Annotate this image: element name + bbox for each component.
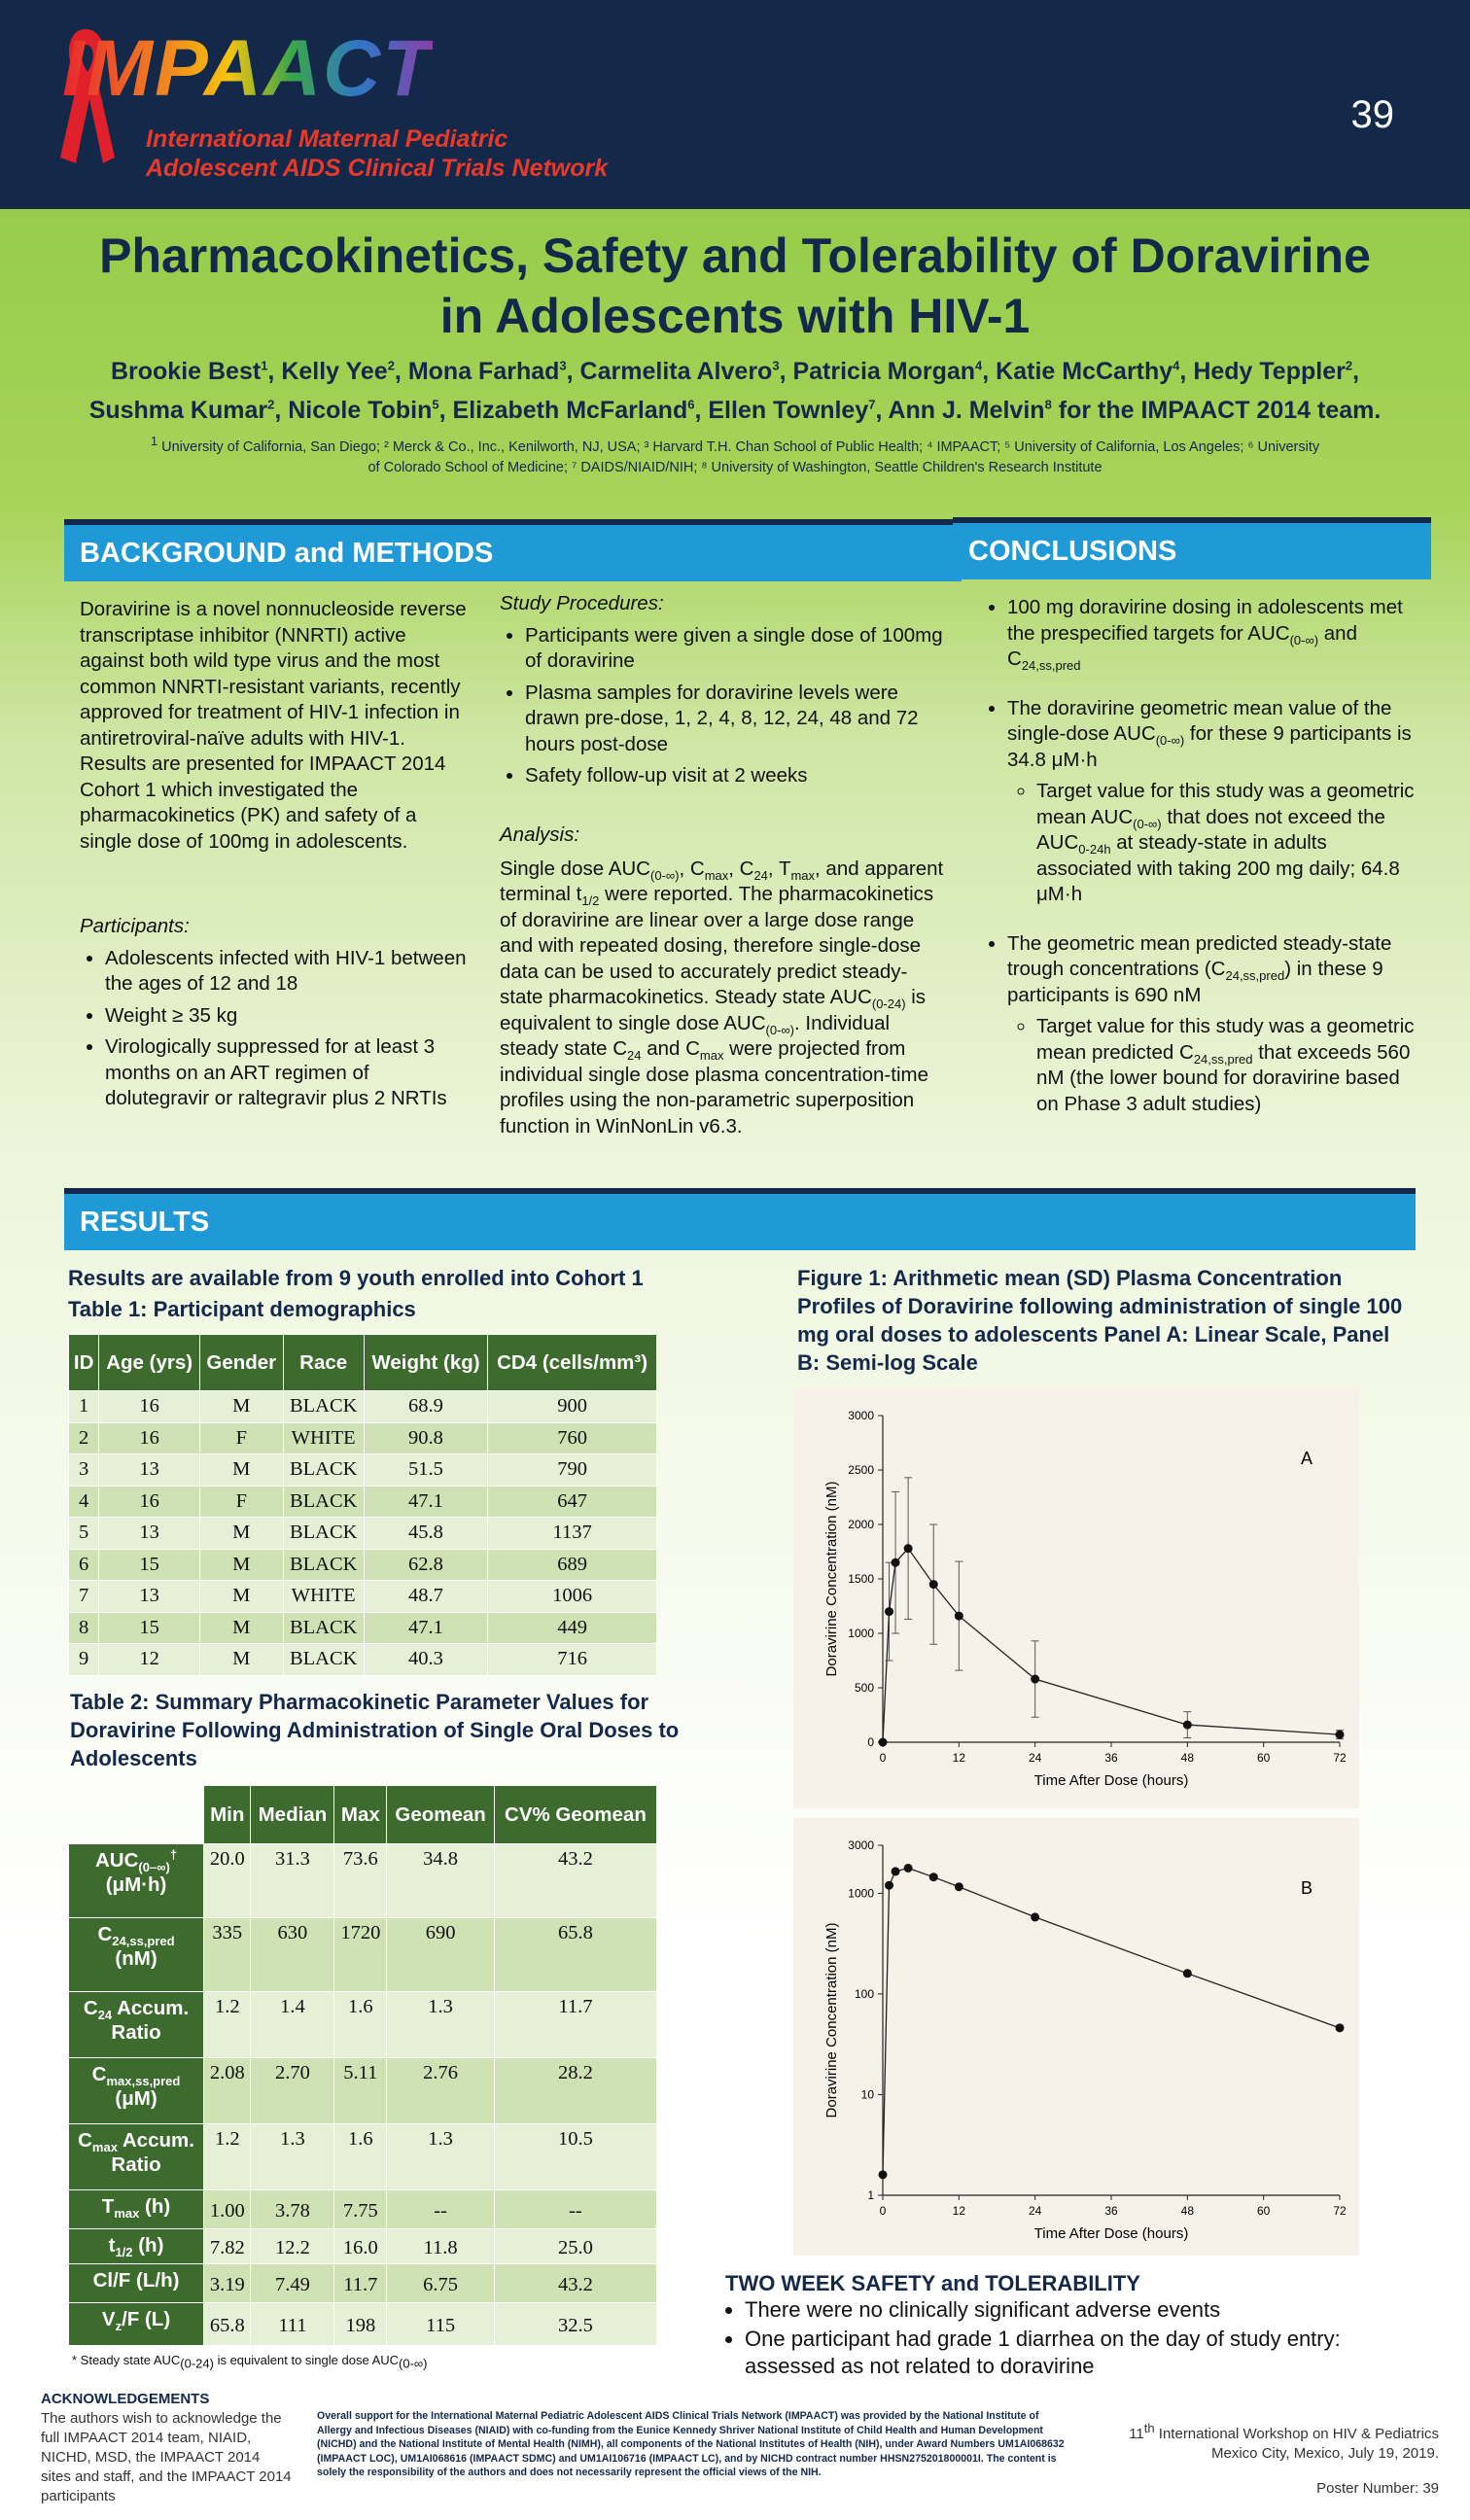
author: Nicole Tobin: [288, 397, 433, 424]
conclusion-subitem: ◦ Target value for this study was a geometric mean $AUC_{(0-\infty)}$ that does not exceed the $AUC_{0-24h}$ at steady-state in adults associated with taking 200 mg daily; 64.8 μM·h: [1036, 779, 1415, 908]
table-cell: 3.78: [251, 2190, 334, 2229]
table-cell: 25.0: [494, 2229, 656, 2264]
x-tick-label: 24: [1028, 1751, 1042, 1765]
data-point: [892, 1558, 900, 1567]
table-cell: 32.5: [494, 2303, 656, 2346]
title-line2: in Adolescents with HIV-1: [439, 289, 1031, 343]
table-cell: 12: [99, 1644, 200, 1676]
affiliation-text1: University of California, San Diego; ² Merck & Co., Inc., Kenilworth, NJ, USA; ³ Harvard T.H. Chan School of Public Health; ⁴ IMPAACT; ⁵ University of California, Los Angeles; ⁶ University: [161, 439, 1320, 455]
target-text: Target value for this study was a geometric mean AUC: [1036, 780, 1415, 828]
table-cell: 11.7: [494, 1992, 656, 2058]
chart-panel-b: [793, 1818, 1359, 2256]
x-tick-label: 24: [1028, 2204, 1042, 2218]
poster-number-label: Poster Number: 39: [1316, 2480, 1439, 2497]
table-cell: 198: [334, 2303, 387, 2346]
y-tick-label: 1000: [848, 1627, 874, 1640]
logo-subtitle: [146, 124, 608, 183]
data-point: [904, 1864, 913, 1872]
table2-title: Table 2: Summary Pharmacokinetic Parameter Values for Doravirine Following Administration of Single Oral Doses to Adolescents: [70, 1690, 680, 1770]
x-tick-label: 0: [879, 1751, 887, 1765]
conference-name: International Workshop on HIV & Pediatrics: [1158, 2426, 1439, 2442]
column-header: Max: [334, 1786, 387, 1844]
table-cell: 13: [99, 1518, 200, 1550]
column-header: Race: [283, 1335, 364, 1391]
table-cell: M: [199, 1581, 283, 1613]
list-item: • Plasma samples for doravirine levels were drawn pre-dose, 1, 2, 4, 8, 12, 24, 48 and 72 hours post-dose: [525, 681, 945, 758]
conference-info: [1089, 2421, 1439, 2499]
table-cell: 6.75: [387, 2264, 495, 2303]
row-header: $C_{max}$ Accum. Ratio: [69, 2124, 204, 2190]
table-cell: 34.8: [387, 1844, 495, 1918]
table-cell: 7.49: [251, 2264, 334, 2303]
table-cell: 6: [69, 1549, 99, 1581]
y-tick-label: 0: [867, 1735, 874, 1749]
table-row: [69, 2264, 657, 2303]
table-row: [69, 1422, 657, 1454]
conclusion-subitem: ◦ Target value for this study was a geometric mean predicted $C_{24,ss,pred}$ that exceeds 560 nM (the lower bound for doravirine based on Phase 3 adult studies): [1036, 1014, 1415, 1117]
author: Ann J. Melvin: [888, 397, 1045, 424]
table-cell: 647: [488, 1486, 657, 1518]
data-point: [1183, 1721, 1192, 1730]
table-cell: 1.00: [204, 2190, 251, 2229]
analysis-block: [500, 822, 945, 1139]
column-header: CD4 (cells/mm³): [488, 1335, 657, 1391]
table-cell: 47.1: [364, 1612, 487, 1644]
y-tick-label: 3000: [848, 1409, 874, 1422]
y-tick-label: 100: [854, 1986, 874, 2001]
table-cell: 790: [488, 1454, 657, 1487]
table-cell: F: [199, 1486, 283, 1518]
author: Ellen Townley: [708, 397, 869, 424]
participants-title: Participants:: [80, 915, 190, 937]
chart-panel-a: [793, 1388, 1359, 1808]
table-cell: BLACK: [283, 1612, 364, 1644]
conclusion-item: • The doravirine geometric mean value of the single-dose $AUC_{(0-\infty)}$ for these 9 participants is 34.8 μM·h ◦ Target value for this study was a geometric mean $AUC_{(0-\infty)}$ that does not exceed the $AUC_{0-24h}$ at steady-state in adults associated with taking 200 mg daily; 64.8 μM·h: [1007, 696, 1415, 908]
table-cell: 28.2: [494, 2058, 656, 2124]
data-point: [885, 1607, 893, 1616]
author-list: Brookie Best$^1$, Kelly Yee$^2$, Mona Farhad$^3$, Carmelita Alvero$^3$, Patricia Morgan$^4$, Katie McCarthy$^4$, Hedy Teppler$^2$, Sushma Kumar$^2$, Nicole Tobin$^5$, Elizabeth McFarland$^6$, Ellen Townley$^7$, Ann J. Melvin$^8$ for the IMPAACT 2014 team.: [88, 358, 1382, 424]
table-cell: 115: [387, 2303, 495, 2346]
x-tick-label: 60: [1256, 1751, 1271, 1765]
author: Patricia Morgan: [792, 358, 976, 385]
table-row: [69, 1844, 657, 1918]
results-intro: Results are available from 9 youth enrolled into Cohort 1: [68, 1266, 644, 1290]
row-header: $V_z/F$ (L): [69, 2303, 204, 2346]
table-cell: 13: [99, 1581, 200, 1613]
table-cell: 40.3: [364, 1644, 487, 1676]
table-cell: 111: [251, 2303, 334, 2346]
table-cell: F: [199, 1422, 283, 1454]
list-item: • There were no clinically significant adverse events: [745, 2296, 1406, 2324]
table-cell: 1720: [334, 1918, 387, 1992]
table-cell: 73.6: [334, 1844, 387, 1918]
demographics-table: [68, 1334, 657, 1676]
table-cell: 4: [69, 1486, 99, 1518]
funding-statement: Overall support for the International Maternal Pediatric Adolescent AIDS Clinical Trials Network (IMPAACT) was provided by the National Institute of Allergy and Infectious Diseases (NIAID) with co-funding from the Eunice Kennedy Shriver National Institute of Child Health and Human Development (NICHD) and the National Institute of Mental Health (NIMH), all components of the National Institutes of Health (NIH), under Award Numbers UM1AI068632 (IMPAACT LOC), UM1AI068616 (IMPAACT SDMC) and UM1AI106716 (IMPAACT LC), and by NICHD contract number HHSN275201800001I. The content is solely the responsibility of the authors and does not necessarily represent the official views of the NIH.: [317, 2410, 1065, 2478]
table-cell: 689: [488, 1549, 657, 1581]
table-cell: 16: [99, 1391, 200, 1423]
panel-label: A: [1301, 1449, 1313, 1468]
table-cell: 43.2: [494, 1844, 656, 1918]
x-tick-label: 48: [1180, 2204, 1195, 2218]
table-row: [69, 1918, 657, 1992]
table-cell: 15: [99, 1549, 200, 1581]
table-cell: 7.75: [334, 2190, 387, 2229]
table-cell: 20.0: [204, 1844, 251, 1918]
title-line1: Pharmacokinetics, Safety and Tolerability of Doravirine: [99, 228, 1371, 283]
x-tick-label: 0: [879, 2204, 887, 2218]
series-line: [883, 1868, 1340, 2174]
analysis-text: Single dose $AUC_{(0-\infty)}$, $C_{max}$, $C_{24}$, $T_{max}$, and apparent terminal $t_{1/2}$ were reported. The pharmacokinetics of doravirine are linear over a large dose range and with repeated dosing, therefore single-dose data can be used to accurately predict steady-state pharmacokinetics. Steady state $AUC_{(0-24)}$ is equivalent to single dose $AUC_{(0-\infty)}$. Individual steady state $C_{24}$ and $C_{max}$ were projected from individual single dose plasma concentration-time profiles using the non-parametric superposition function in WinNonLin v6.3.: [500, 857, 944, 1138]
list-item: • Participants were given a single dose of 100mg of doravirine: [525, 623, 945, 675]
table-cell: 2.70: [251, 2058, 334, 2124]
table-cell: BLACK: [283, 1454, 364, 1487]
table-cell: 13: [99, 1454, 200, 1487]
table-row: [69, 1612, 657, 1644]
ack-text: The authors wish to acknowledge the full IMPAACT 2014 team, NIAID, NICHD, MSD, the IMPAACT 2014 sites and staff, and the IMPAACT 2014 participants: [41, 2410, 292, 2504]
column-header: Weight (kg): [364, 1335, 487, 1391]
data-point: [929, 1580, 938, 1589]
x-tick-label: 72: [1333, 1751, 1347, 1765]
table-cell: 10.5: [494, 2124, 656, 2190]
table-cell: BLACK: [283, 1518, 364, 1550]
table-cell: 2.08: [204, 2058, 251, 2124]
table-cell: 900: [488, 1391, 657, 1423]
header-banner: [0, 0, 1470, 209]
list-item: • Weight ≥ 35 kg: [105, 1003, 469, 1030]
column-header: CV% Geomean: [494, 1786, 656, 1844]
table-cell: 690: [387, 1918, 495, 1992]
poster-title: [0, 226, 1470, 346]
table-cell: 1: [69, 1391, 99, 1423]
table-cell: 16.0: [334, 2229, 387, 2264]
x-axis-label: Time After Dose (hours): [1033, 1772, 1189, 1789]
table-cell: 1.2: [204, 2124, 251, 2190]
row-header: $t_{1/2}$ (h): [69, 2229, 204, 2264]
data-point: [955, 1612, 963, 1621]
table-cell: 5: [69, 1518, 99, 1550]
table-cell: 2.76: [387, 2058, 495, 2124]
conclusion-item: • 100 mg doravirine dosing in adolescents met the prespecified targets for $AUC_{(0-\infty)}$ and $C_{24,ss,pred}$: [1007, 595, 1415, 673]
y-tick-label: 1500: [848, 1572, 874, 1586]
conclusions-block: [982, 595, 1415, 1123]
table-row: [69, 2229, 657, 2264]
table-cell: M: [199, 1391, 283, 1423]
figure-title: Figure 1: Arithmetic mean (SD) Plasma Concentration Profiles of Doravirine following administration of single 100 mg oral doses to adolescents Panel A: Linear Scale, Panel B: Semi-log Scale: [797, 1266, 1403, 1375]
x-tick-label: 36: [1104, 2204, 1118, 2218]
data-point: [1183, 1969, 1192, 1978]
ack-title: ACKNOWLEDGEMENTS: [41, 2391, 210, 2407]
column-header: Geomean: [387, 1786, 495, 1844]
y-tick-label: 2000: [848, 1518, 874, 1531]
table-cell: 12.2: [251, 2229, 334, 2264]
table-cell: 8: [69, 1612, 99, 1644]
table-cell: BLACK: [283, 1486, 364, 1518]
table-row: [69, 2058, 657, 2124]
author: Hedy Teppler: [1193, 358, 1346, 385]
table-row: [69, 1391, 657, 1423]
table-cell: 15: [99, 1612, 200, 1644]
table-cell: WHITE: [283, 1581, 364, 1613]
row-header: $C_{24}$ Accum. Ratio: [69, 1992, 204, 2058]
table-cell: 1.6: [334, 1992, 387, 2058]
section-header-conclusions: CONCLUSIONS: [953, 517, 1431, 579]
background-intro: Doravirine is a novel nonnucleoside reverse transcriptase inhibitor (NNRTI) active against both wild type virus and the most common NNRTI-resistant variants, recently approved for treatment of HIV-1 infection in antiretroviral-naïve adults with HIV-1. Results are presented for IMPAACT 2014 Cohort 1 which investigated the pharmacokinetics (PK) and safety of a single dose of 100mg in adolescents.: [80, 598, 467, 853]
chart-b-svg: [793, 1818, 1359, 2256]
data-point: [879, 1738, 888, 1747]
data-point: [955, 1882, 963, 1891]
safety-block: [725, 2296, 1406, 2386]
participants-block: [80, 914, 469, 1118]
logo-wordmark: IMPAACT: [62, 24, 434, 113]
table-cell: 716: [488, 1644, 657, 1676]
table-cell: M: [199, 1612, 283, 1644]
x-tick-label: 72: [1333, 2204, 1347, 2218]
chart-a-svg: [793, 1388, 1359, 1808]
affiliation-line2: of Colorado School of Medicine; ⁷ DAIDS/NIAID/NIH; ⁸ University of Washington, Seattle Children's Research Institute: [368, 460, 1102, 475]
table-cell: 1.3: [251, 2124, 334, 2190]
table-cell: 47.1: [364, 1486, 487, 1518]
data-point: [1031, 1912, 1039, 1921]
table-cell: 449: [488, 1612, 657, 1644]
table-cell: 1137: [488, 1518, 657, 1550]
author: Mona Farhad: [407, 358, 560, 385]
pk-parameter-table: [68, 1785, 657, 2346]
table-cell: 65.8: [204, 2303, 251, 2346]
table-cell: 48.7: [364, 1581, 487, 1613]
x-tick-label: 12: [952, 2204, 966, 2218]
column-header: Gender: [199, 1335, 283, 1391]
conference-number: 11: [1129, 2426, 1144, 2442]
data-point: [892, 1867, 900, 1875]
procedures-block: [500, 591, 945, 795]
x-tick-label: 36: [1104, 1751, 1118, 1765]
list-item: • One participant had grade 1 diarrhea on the day of study entry: assessed as not related to doravirine: [745, 2326, 1406, 2380]
y-tick-label: 10: [860, 2087, 874, 2102]
table-cell: 3.19: [204, 2264, 251, 2303]
table-cell: M: [199, 1549, 283, 1581]
table-cell: WHITE: [283, 1422, 364, 1454]
author: Kelly Yee: [281, 358, 388, 385]
row-header: $C_{24,ss,pred}$ (nM): [69, 1918, 204, 1992]
poster-number: 39: [1350, 93, 1394, 136]
author: Elizabeth McFarland: [452, 397, 688, 424]
table-cell: 51.5: [364, 1454, 487, 1487]
data-point: [1336, 1731, 1345, 1739]
data-point: [885, 1881, 893, 1890]
section-header-results: RESULTS: [64, 1188, 1416, 1250]
author: Brookie Best: [110, 358, 262, 385]
table-cell: 11.8: [387, 2229, 495, 2264]
table-cell: BLACK: [283, 1549, 364, 1581]
table-cell: 7.82: [204, 2229, 251, 2264]
table-row: [69, 1549, 657, 1581]
y-tick-label: 1: [867, 2188, 874, 2202]
y-tick-label: 500: [854, 1681, 874, 1695]
table-cell: --: [387, 2190, 495, 2229]
analysis-title: Analysis:: [500, 823, 580, 846]
data-point: [1336, 2023, 1345, 2032]
data-point: [879, 2170, 888, 2179]
data-point: [904, 1544, 913, 1553]
table-cell: 1006: [488, 1581, 657, 1613]
safety-heading: TWO WEEK SAFETY and TOLERABILITY: [725, 2271, 1140, 2295]
table-cell: M: [199, 1644, 283, 1676]
table-row: [69, 2124, 657, 2190]
table-cell: 5.11: [334, 2058, 387, 2124]
list-item: • Adolescents infected with HIV-1 between the ages of 12 and 18: [105, 946, 469, 998]
row-header: $T_{max}$ (h): [69, 2190, 204, 2229]
table-row: [69, 1454, 657, 1487]
table2-footnote: * Steady state $AUC_{(0-24)}$ is equivalent to single dose $AUC_{(0-\infty)}$: [72, 2353, 428, 2371]
table-row: [69, 1644, 657, 1676]
list-item: • Virologically suppressed for at least 3 months on an ART regimen of dolutegravir or raltegravir plus 2 NRTIs: [105, 1034, 469, 1112]
conference-line2: Mexico City, Mexico, July 19, 2019.: [1211, 2445, 1439, 2462]
table-cell: BLACK: [283, 1391, 364, 1423]
table-cell: 16: [99, 1422, 200, 1454]
list-item: • Safety follow-up visit at 2 weeks: [525, 763, 945, 789]
table-cell: 1.2: [204, 1992, 251, 2058]
table-cell: 630: [251, 1918, 334, 1992]
y-tick-label: 3000: [848, 1838, 874, 1852]
target-subscript: (0-∞): [1133, 816, 1162, 831]
table-row: [69, 1486, 657, 1518]
table-cell: 62.8: [364, 1549, 487, 1581]
table-row: [69, 1518, 657, 1550]
affiliations: [58, 434, 1412, 478]
series-line: [883, 1549, 1340, 1742]
data-point: [929, 1872, 938, 1881]
column-header: Age (yrs): [99, 1335, 200, 1391]
x-axis-label: Time After Dose (hours): [1033, 2225, 1189, 2242]
row-header: Cl/F (L/h): [69, 2264, 204, 2303]
section-header-background: BACKGROUND and METHODS: [64, 519, 962, 581]
y-axis-label: Doravirine Concentration (nM): [823, 1922, 840, 2118]
table-cell: 31.3: [251, 1844, 334, 1918]
conclusion-item: • The geometric mean predicted steady-state trough concentrations $(C_{24,ss,pred})$ in these 9 participants is 690 nM ◦ Target value for this study was a geometric mean predicted $C_{24,ss,pred}$ that exceeds 560 nM (the lower bound for doravirine based on Phase 3 adult studies): [1007, 931, 1415, 1118]
table-cell: 760: [488, 1422, 657, 1454]
author: Katie McCarthy: [996, 358, 1173, 385]
logo-subtitle-line2: Adolescent AIDS Clinical Trials Network: [146, 155, 609, 182]
table-cell: 68.9: [364, 1391, 487, 1423]
table-cell: 90.8: [364, 1422, 487, 1454]
table-cell: 1.3: [387, 1992, 495, 2058]
table-cell: 2: [69, 1422, 99, 1454]
table-cell: 11.7: [334, 2264, 387, 2303]
y-axis-label: Doravirine Concentration (nM): [823, 1481, 840, 1677]
y-tick-label: 1000: [848, 1886, 874, 1901]
author: Carmelita Alvero: [579, 358, 773, 385]
blank-corner: [69, 1786, 204, 1844]
procedures-title: Study Procedures:: [500, 592, 664, 614]
table-cell: 7: [69, 1581, 99, 1613]
logo-subtitle-line1: International Maternal Pediatric: [146, 125, 508, 153]
table-row: [69, 1992, 657, 2058]
x-tick-label: 60: [1256, 2204, 1271, 2218]
table-cell: M: [199, 1454, 283, 1487]
table-row: [69, 1581, 657, 1613]
table-cell: 3: [69, 1454, 99, 1487]
acknowledgements: [41, 2390, 294, 2506]
y-tick-label: 2500: [848, 1463, 874, 1477]
table-cell: 1.6: [334, 2124, 387, 2190]
author: Sushma Kumar: [88, 397, 268, 424]
column-header: Min: [204, 1786, 251, 1844]
row-header: $C_{max,ss,pred}$ (μM): [69, 2058, 204, 2124]
table-cell: 1.3: [387, 2124, 495, 2190]
table-cell: 65.8: [494, 1918, 656, 1992]
data-point: [1031, 1675, 1039, 1684]
conference-line1: 11th International Workshop on HIV & Pediatrics: [1129, 2421, 1439, 2442]
row-header: $AUC_{(0-\infty)}^\dagger$ (μM·h): [69, 1844, 204, 1918]
table-row: [69, 2303, 657, 2346]
table-cell: --: [494, 2190, 656, 2229]
x-tick-label: 12: [952, 1751, 966, 1765]
panel-label: B: [1301, 1878, 1313, 1898]
table1-title: Table 1: Participant demographics: [68, 1297, 416, 1321]
affiliation-line1: $^1$ University of California, San Diego; ² Merck & Co., Inc., Kenilworth, NJ, USA; ³ Harvard T.H. Chan School of Public Health; ⁴ IMPAACT; ⁵ University of California, Los Angeles; ⁶ University: [150, 434, 1320, 455]
table-cell: M: [199, 1518, 283, 1550]
table-cell: 335: [204, 1918, 251, 1992]
table-cell: 1.4: [251, 1992, 334, 2058]
table-cell: 45.8: [364, 1518, 487, 1550]
table-cell: 9: [69, 1644, 99, 1676]
table-cell: BLACK: [283, 1644, 364, 1676]
table-cell: 16: [99, 1486, 200, 1518]
x-tick-label: 48: [1180, 1751, 1195, 1765]
table-row: [69, 2190, 657, 2229]
column-header: Median: [251, 1786, 334, 1844]
author-team: for the IMPAACT 2014 team.: [1058, 397, 1382, 424]
column-header: ID: [69, 1335, 99, 1391]
table-cell: 43.2: [494, 2264, 656, 2303]
